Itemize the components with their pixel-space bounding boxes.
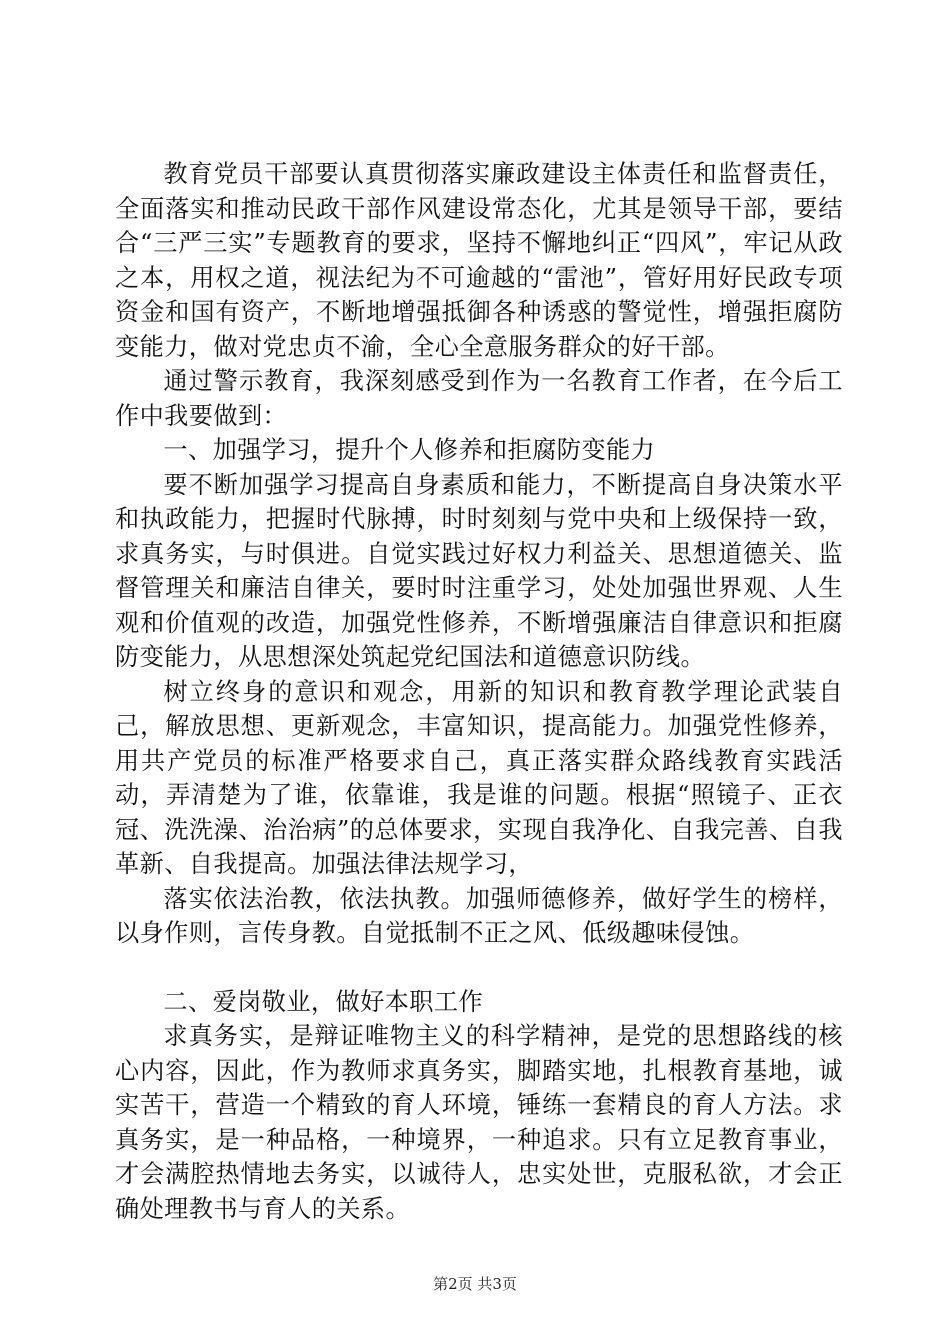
paragraph-discipline-education: 教育党员干部要认真贯彻落实廉政建设主体责任和监督责任，全面落实和推动民政干部作风建设常态化，尤其是领导干部，要结合“三严三实”专题教育的要求，坚持不懈地纠正“四风”，牢记从政之本，用权之道，视法纪为不可逾越的“雷池”，管好用好民政专项资金和国有资产，不断地增强抵御各种诱惑的警觉性，增强拒腐防变能力，做对党忠贞不渝，全心全意服务群众的好干部。: [115, 160, 843, 361]
section-heading-study: 一、加强学习，提升个人修养和拒腐防变能力: [163, 436, 656, 464]
paragraph-spacer: [115, 951, 843, 985]
document-body: [115, 157, 843, 1226]
paragraph-warning-education: 通过警示教育，我深刻感受到作为一名教育工作者，在今后工作中我要做到：: [115, 367, 843, 430]
section-heading-dedication: 二、爱岗敬业，做好本职工作: [163, 987, 484, 1016]
paragraph-continuous-learning: 要不断加强学习提高自身素质和能力，不断提高自身决策水平和执政能力，把握时代脉搏，时时刻刻与党中央和上级保持一致，求真务实，与时俱进。自觉实践过好权力利益关、思想道德关、监督管理关和廉洁自律关，要时时注重学习，处处加强世界观、人生观和价值观的改造，加强党性修养，不断增强廉洁自律意识和拒腐防变能力，从思想深处筑起党纪国法和道德意识防线。: [115, 470, 843, 671]
paragraph-lifelong-learning: 树立终身的意识和观念，用新的知识和教育教学理论武装自己，解放思想、更新观念，丰富知识，提高能力。加强党性修养，用共产党员的标准严格要求自己，真正落实群众路线教育实践活动，弄清楚为了谁，依靠谁，我是谁的问题。根据“照镜子、正衣冠、洗洗澡、治治病”的总体要求，实现自我净化、自我完善、自我革新、自我提高。加强法律法规学习，: [115, 677, 843, 878]
paragraph-rule-of-law-teaching: 落实依法治教，依法执教。加强师德修养，做好学生的榜样，以身作则，言传身教。自觉抵制不正之风、低级趣味侵蚀。: [115, 884, 843, 947]
page-number-footer: 第2页 共3页: [433, 1275, 517, 1293]
paragraph-seeking-truth: 求真务实，是辩证唯物主义的科学精神，是党的思想路线的核心内容，因此，作为教师求真务实，脚踏实地，扎根教育基地，诚实苦干，营造一个精致的育人环境，锤练一套精良的育人方法。求真务实，是一种品格，一种境界，一种追求。只有立足教育事业，才会满腔热情地去务实，以诚待人，忠实处世，克服私欲，才会正确处理教书与育人的关系。: [115, 1022, 843, 1223]
